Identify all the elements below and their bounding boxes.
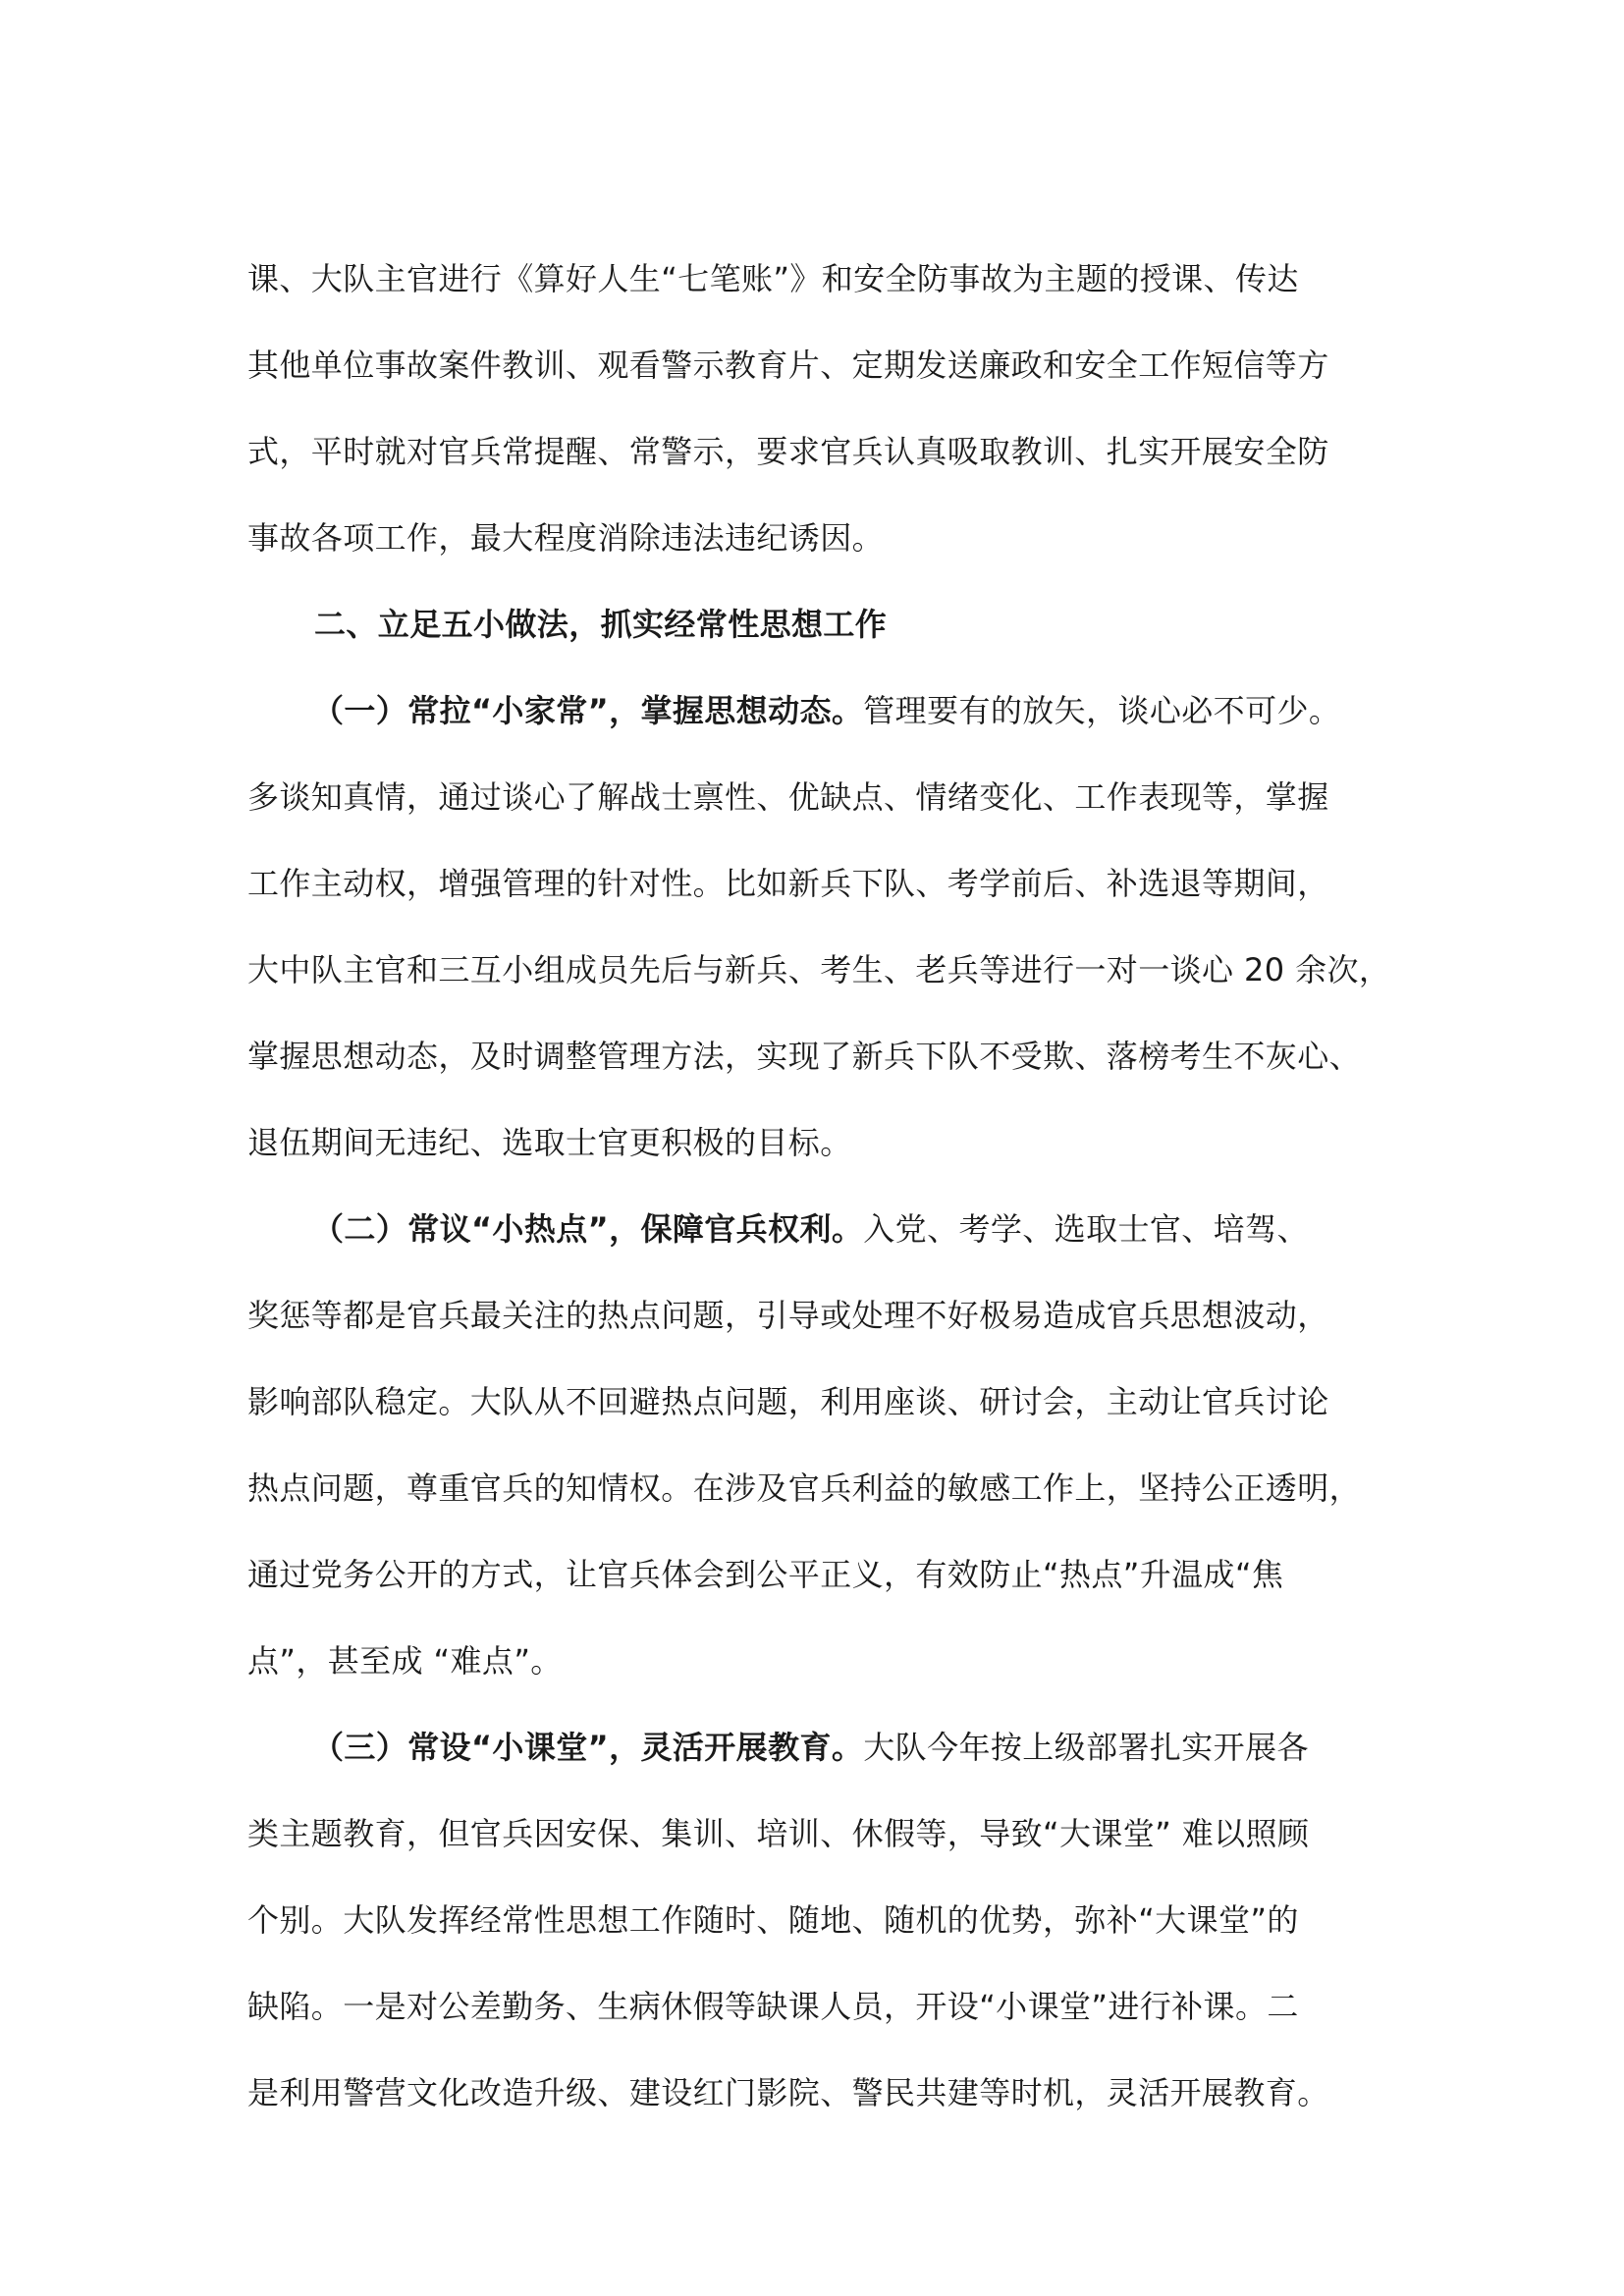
line-text: 工作主动权，增强管理的针对性。比如新兵下队、考学前后、补选退等期间， bbox=[247, 865, 1329, 902]
paragraph-line bbox=[247, 927, 1391, 1013]
line-text: 其他单位事故案件教训、观看警示教育片、定期发送廉政和安全工作短信等方 bbox=[247, 347, 1329, 384]
paragraph-line bbox=[247, 236, 1386, 322]
body-text bbox=[247, 236, 1391, 2136]
subsection-line bbox=[247, 1186, 1386, 1272]
paragraph-line bbox=[247, 1618, 1386, 1704]
paragraph-line bbox=[247, 1099, 1386, 1186]
line-text: 是利用警营文化改造升级、建设红门影院、警民共建等时机，灵活开展教育。 bbox=[247, 2074, 1329, 2111]
line-text: 大队今年按上级部署扎实开展各 bbox=[863, 1729, 1309, 1766]
line-text: 事故各项工作，最大程度消除违法违纪诱因。 bbox=[247, 519, 885, 557]
paragraph-line bbox=[247, 754, 1386, 840]
line-text: 影响部队稳定。大队从不回避热点问题，利用座谈、研讨会，主动让官兵讨论 bbox=[247, 1383, 1329, 1420]
subsection-line bbox=[247, 1704, 1386, 1790]
line-text: 课、大队主官进行《算好人生“七笔账”》和安全防事故为主题的授课、传达 bbox=[247, 260, 1299, 297]
line-text: 多谈知真情，通过谈心了解战士禀性、优缺点、情绪变化、工作表现等，掌握 bbox=[247, 778, 1329, 816]
subsection-title: （一）常拉“小家常”，掌握思想动态。 bbox=[312, 692, 864, 729]
line-text: 大中队主官和三互小组成员先后与新兵、考生、老兵等进行一对一谈心 20 余次， bbox=[247, 951, 1391, 988]
line-text: 通过党务公开的方式，让官兵体会到公平正义，有效防止“热点”升温成“焦 bbox=[247, 1556, 1284, 1593]
subsection-title: （二）常议“小热点”，保障官兵权利。 bbox=[312, 1210, 864, 1248]
line-text: 个别。大队发挥经常性思想工作随时、随地、随机的优势，弥补“大课堂”的 bbox=[247, 1901, 1299, 1939]
paragraph-line bbox=[247, 1013, 1386, 1099]
paragraph-line bbox=[247, 2050, 1386, 2136]
paragraph-line bbox=[247, 495, 1386, 581]
section-heading bbox=[247, 581, 1386, 667]
subsection-line bbox=[247, 667, 1386, 754]
paragraph-line bbox=[247, 1359, 1386, 1445]
line-text: 退伍期间无违纪、选取士官更积极的目标。 bbox=[247, 1124, 852, 1161]
paragraph-line bbox=[247, 1272, 1386, 1359]
line-text: 奖惩等都是官兵最关注的热点问题，引导或处理不好极易造成官兵思想波动， bbox=[247, 1297, 1329, 1334]
paragraph-line bbox=[247, 408, 1386, 495]
paragraph-line bbox=[247, 1531, 1386, 1618]
line-text: 类主题教育，但官兵因安保、集训、培训、休假等，导致“大课堂” 难以照顾 bbox=[247, 1815, 1310, 1852]
subsection-title: （三）常设“小课堂”，灵活开展教育。 bbox=[312, 1729, 864, 1766]
line-text: 热点问题，尊重官兵的知情权。在涉及官兵利益的敏感工作上，坚持公正透明， bbox=[247, 1469, 1362, 1507]
line-text: 点”，甚至成 “难点”。 bbox=[247, 1642, 563, 1680]
section-heading-text: 二、立足五小做法，抓实经常性思想工作 bbox=[314, 606, 888, 643]
paragraph-line bbox=[247, 1445, 1386, 1531]
line-text: 式，平时就对官兵常提醒、常警示，要求官兵认真吸取教训、扎实开展安全防 bbox=[247, 433, 1329, 470]
paragraph-line bbox=[247, 1877, 1386, 1963]
line-text: 入党、考学、选取士官、培驾、 bbox=[863, 1210, 1309, 1248]
line-text: 掌握思想动态，及时调整管理方法，实现了新兵下队不受欺、落榜考生不灰心、 bbox=[247, 1038, 1362, 1075]
paragraph-line bbox=[247, 840, 1386, 927]
line-text: 管理要有的放矢，谈心必不可少。 bbox=[863, 692, 1341, 729]
paragraph-line bbox=[247, 1963, 1386, 2050]
line-text: 缺陷。一是对公差勤务、生病休假等缺课人员，开设“小课堂”进行补课。二 bbox=[247, 1988, 1299, 2025]
paragraph-line bbox=[247, 1790, 1386, 1877]
paragraph-line bbox=[247, 322, 1386, 408]
